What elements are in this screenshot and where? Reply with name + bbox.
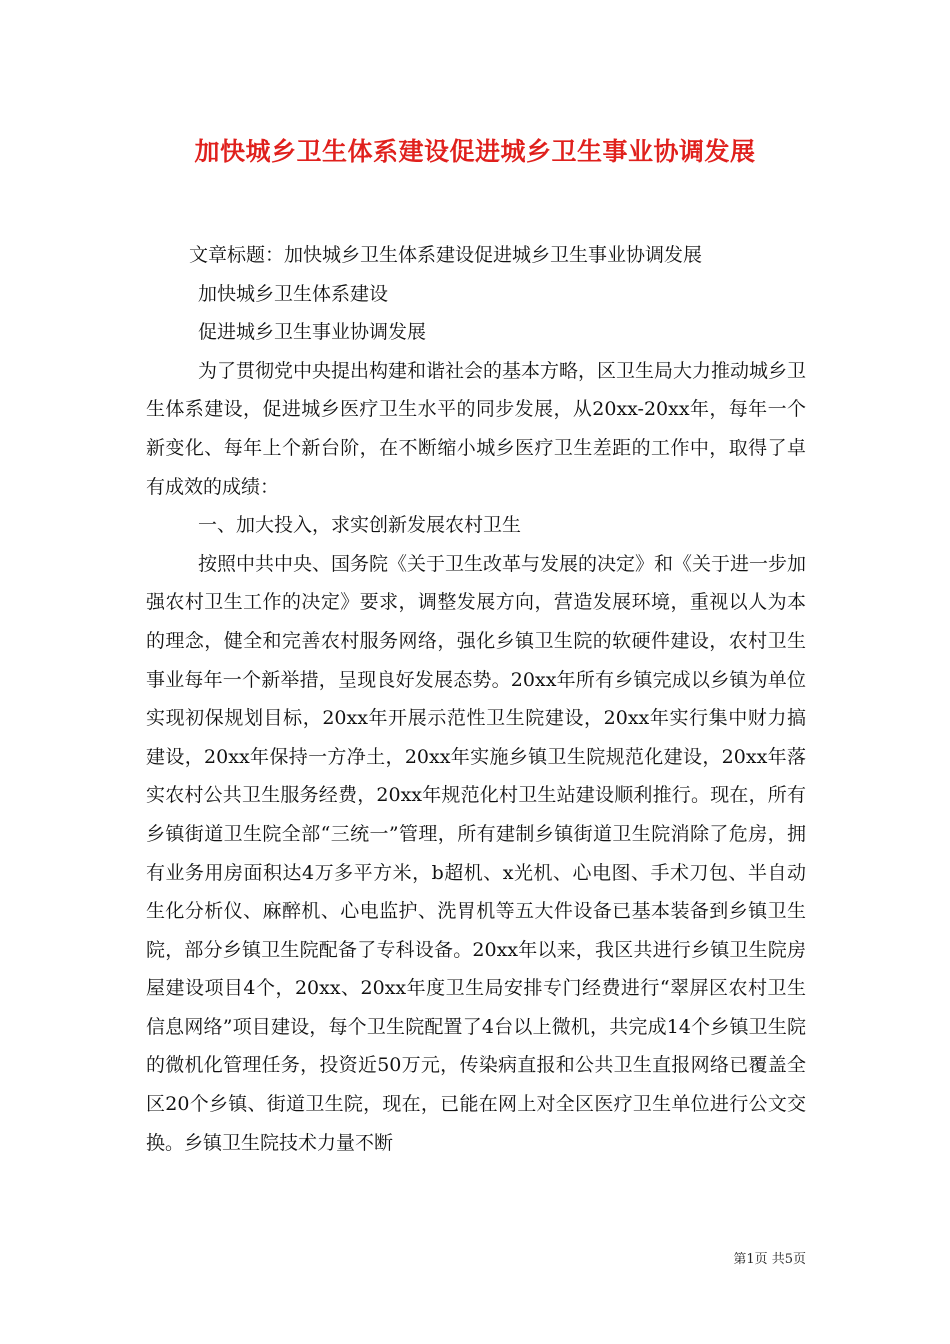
subtitle-line-2: 促进城乡卫生事业协调发展 — [198, 321, 427, 344]
body-paragraph: 按照中共中央、国务院《关于卫生改革与发展的决定》和《关于进一步加强农村卫生工作的决定》要求，调整发展方向，营造发展环境，重视以人为本的理念，健全和完善农村服务网络，强化乡镇卫生院的软硬件建设，农村卫生事业每年一个新举措，呈现良好发展态势。20xx年所有乡镇完成以乡镇为单位实现初保规划目标，20xx年开展示范性卫生院建设，20xx年实行集中财力搞建设，20xx年保持一方净土，20xx年实施乡镇卫生院规范化建设，20xx年落实农村公共卫生服务经费，20xx年规范化村卫生站建设顺利推行。现在，所有乡镇街道卫生院全部“三统一”管理，所有建制乡镇街道卫生院消除了危房，拥有业务用房面积达4万多平方米，b超机、x光机、心电图、手术刀包、半自动生化分析仪、麻醉机、心电监护、洗胃机等五大件设备已基本装备到乡镇卫生院，部分乡镇卫生院配备了专科设备。20xx年以来，我区共进行乡镇卫生院房屋建设项目4个，20xx、20xx年度卫生局安排专门经费进行“翠屏区农村卫生信息网络”项目建设，每个卫生院配置了4台以上微机，共完成14个乡镇卫生院的微机化管理任务，投资近50万元，传染病直报和公共卫生直报网络已覆盖全区20个乡镇、街道卫生院，现在，已能在网上对全区医疗卫生单位进行公文交换。乡镇卫生院技术力量不断 — [146, 552, 807, 1154]
section-heading-1: 一、加大投入，求实创新发展农村卫生 — [198, 514, 522, 537]
article-title-line: 文章标题：加快城乡卫生体系建设促进城乡卫生事业协调发展 — [189, 244, 703, 266]
subtitle-line-1: 加快城乡卫生体系建设 — [198, 282, 389, 305]
document-body — [146, 236, 806, 1162]
page-number: 第1页 共5页 — [733, 1252, 806, 1267]
intro-paragraph: 为了贯彻党中央提出构建和谐社会的基本方略，区卫生局大力推动城乡卫生体系建设，促进城乡医疗卫生水平的同步发展，从20xx-20xx年，每年一个新变化、每年上个新台阶，在不断缩小城乡医疗卫生差距的工作中，取得了卓有成效的成绩： — [146, 359, 807, 498]
page-title: 加快城乡卫生体系建设促进城乡卫生事业协调发展 — [194, 137, 756, 166]
